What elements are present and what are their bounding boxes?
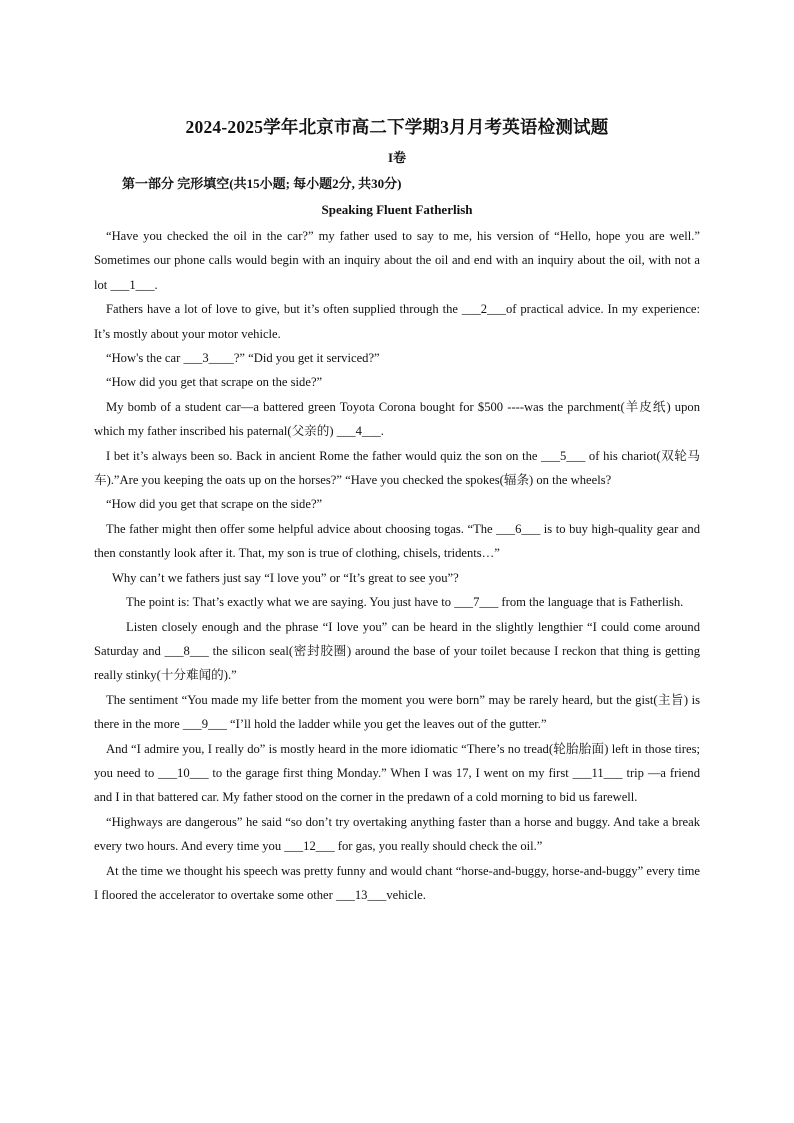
paragraph: The sentiment “You made my life better from the moment you were born” may be rarely heard, but the gist(主旨) is there in the more ___9___ “I’ll hold the ladder while you get the leaves out of the gutter.” <box>94 692 700 732</box>
paragraph: “How's the car ___3____?” “Did you get it serviced?” <box>106 351 380 366</box>
passage-title: Speaking Fluent Fatherlish <box>321 202 473 217</box>
paragraph: “How did you get that scrape on the side?” <box>106 375 323 390</box>
paragraph: And “I admire you, I really do” is mostly heard in the more idiomatic “There’s no tread(轮胎胎面) left in those tires; you need to ___10___ to the garage first thing Monday.” When I was 17, I went on my first ___11___ trip —a friend and I in that battered car. My father stood on the corner in the predawn of a cold morning to bid us farewell. <box>94 741 700 805</box>
paragraph: My bomb of a student car—a battered green Toyota Corona bought for $500 ----was the parchment(羊皮纸) upon which my father inscribed his paternal(父亲的) ___4___. <box>94 399 700 439</box>
passage-body <box>94 224 700 907</box>
part-heading: 第一部分 完形填空(共15小题; 每小题2分, 共30分) <box>122 176 402 191</box>
paragraph: Listen closely enough and the phrase “I love you” can be heard in the slightly lengthier “I could come around Saturday and ___8___ the silicon seal(密封胶圈) around the base of your toilet because I reckon that thing is getting really stinky(十分难闻的).” <box>94 619 700 683</box>
paragraph: “How did you get that scrape on the side?” <box>106 497 323 512</box>
exam-title: 2024-2025学年北京市高二下学期3月月考英语检测试题 <box>185 117 609 137</box>
paragraph: I bet it’s always been so. Back in ancient Rome the father would quiz the son on the ___5___ of his chariot(双轮马车).”Are you keeping the oats up on the horses?” “Have you checked the spokes(辐条) on the wheels? <box>94 448 700 488</box>
paragraph: Fathers have a lot of love to give, but it’s often supplied through the ___2___of practical advice. In my experience: It’s mostly about your motor vehicle. <box>94 302 700 341</box>
paragraph: The point is: That’s exactly what we are saying. You just have to ___7___ from the language that is Fatherlish. <box>126 595 684 610</box>
paragraph: Why can’t we fathers just say “I love you” or “It’s great to see you”? <box>112 570 459 585</box>
paragraph: At the time we thought his speech was pretty funny and would chant “horse-and-buggy, horse-and-buggy” every time I floored the accelerator to overtake some other ___13___vehicle. <box>94 863 700 902</box>
paragraph: “Highways are dangerous” he said “so don’t try overtaking anything faster than a horse and buggy. And take a break every two hours. And every time you ___12___ for gas, you really should check the oil.” <box>94 814 700 854</box>
section-label: I卷 <box>387 150 407 165</box>
paragraph: “Have you checked the oil in the car?” my father used to say to me, his version of “Hello, hope you are well.” Sometimes our phone calls would begin with an inquiry about the oil and end with an inquiry about the oil, with not a lot ___1___. <box>94 229 700 292</box>
paragraph: The father might then offer some helpful advice about choosing togas. “The ___6___ is to buy high-quality gear and then constantly look after it. That, my son is true of clothing, chisels, tridents…” <box>94 521 700 561</box>
